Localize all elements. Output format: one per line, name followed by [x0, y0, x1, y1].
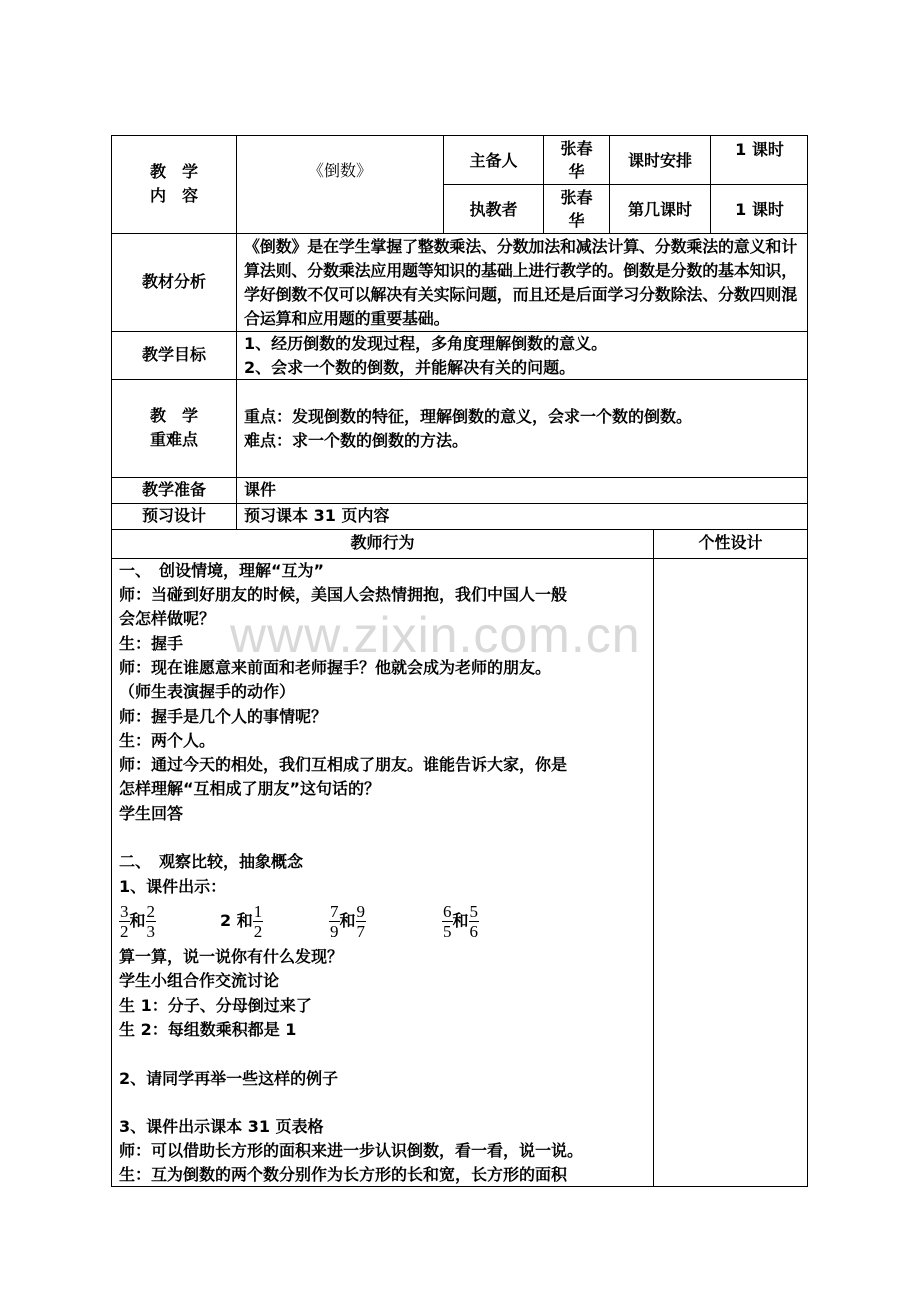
joiner: 和 [129, 911, 146, 930]
content-label [112, 160, 236, 208]
keypoints-line-1: 重点：发现倒数的特征，理解倒数的意义，会求一个数的倒数。 [244, 407, 693, 426]
process-line: 师：可以借助长方形的面积来进一步认识倒数，看一看，说一说。 [119, 1141, 584, 1160]
denominator: 3 [146, 922, 156, 941]
table-rule [111, 233, 808, 234]
denominator: 9 [330, 922, 339, 941]
fraction [146, 902, 157, 941]
whole-number: 2 [220, 911, 232, 930]
executor-name-line1: 张春 [560, 188, 593, 207]
process-line: 1、课件出示： [119, 877, 227, 896]
preview-label: 预习设计 [141, 506, 206, 525]
numerator: 3 [120, 902, 129, 921]
keypoints-label-line1: 教 学 [149, 406, 198, 425]
process-line: 学生小组合作交流讨论 [119, 971, 280, 990]
preparation-value: 课件 [244, 480, 277, 499]
goals-label: 教学目标 [141, 345, 206, 364]
analysis-text: 《倒数》是在学生掌握了整数乘法、分数加法和减法计算、分数乘法的意义和计算法则、分数乘法应用题等知识的基础上进行教学的。倒数是分数的基本知识，学好倒数不仅可以解决有关实际问题，而且还是后面学习分数除法、分数四则混合运算和应用题的重要基础。 [244, 237, 798, 328]
process-line: 2、请同学再举一些这样的例子 [119, 1069, 339, 1088]
process-line: 生 2：每组数乘积都是 1 [119, 1020, 297, 1039]
process-line: 怎样理解“互相成了朋友”这句话的？ [119, 779, 381, 798]
process-line: 3、课件出示课本 31 页表格 [119, 1117, 324, 1136]
numerator: 7 [330, 902, 339, 921]
process-line: 会怎样做呢？ [119, 609, 216, 628]
process-line: 生 1：分子、分母倒过来了 [119, 996, 312, 1015]
content-label-line1: 教 学 [149, 162, 198, 181]
process-line: 一、 创设情境，理解“互为” [119, 561, 325, 580]
preparer-name [544, 137, 609, 183]
process-line: 生：握手 [119, 634, 184, 653]
fraction-pair [220, 898, 263, 944]
fraction [442, 902, 453, 941]
process-line: 师：现在谁愿意来前面和老师握手？他就会成为老师的朋友。 [119, 658, 552, 677]
numerator: 1 [253, 902, 263, 921]
table-rule [111, 529, 808, 530]
process-line: （师生表演握手的动作） [119, 682, 296, 701]
process-line: 生：互为倒数的两个数分别作为长方形的长和宽，长方形的面积 [119, 1165, 568, 1184]
fraction [469, 902, 480, 941]
preparer-label: 主备人 [469, 151, 518, 170]
period-value: 1 课时 [735, 200, 784, 219]
preparer-name-line2: 华 [568, 162, 585, 181]
numerator: 2 [146, 902, 156, 921]
period-label: 第几课时 [627, 200, 692, 219]
fraction-pair [329, 898, 366, 944]
lesson-title: 《倒数》 [307, 161, 372, 180]
process-line: 师：握手是几个人的事情呢？ [119, 707, 328, 726]
fraction [119, 902, 130, 941]
fraction-pair [119, 898, 156, 944]
schedule-label: 课时安排 [627, 151, 692, 170]
preparation-label: 教学准备 [141, 480, 206, 499]
table-rule [443, 184, 808, 185]
denominator: 7 [356, 922, 366, 941]
joiner: 和 [452, 911, 469, 930]
process-line: 师：当碰到好朋友的时候，美国人会热情拥抱，我们中国人一般 [119, 585, 568, 604]
denominator: 2 [120, 922, 129, 941]
numerator: 6 [443, 902, 452, 921]
personal-design-header: 个性设计 [698, 533, 763, 552]
analysis-label: 教材分析 [141, 272, 206, 291]
preparer-name-line1: 张春 [560, 139, 593, 158]
keypoints-label [112, 404, 236, 452]
denominator: 6 [469, 922, 479, 941]
fraction [329, 902, 340, 941]
process-line: 二、 观察比较，抽象概念 [119, 852, 304, 871]
denominator: 2 [253, 922, 263, 941]
joiner: 和 [339, 911, 356, 930]
executor-name [544, 186, 609, 232]
table-rule [653, 529, 654, 1187]
process-line: 生：两个人。 [119, 731, 216, 750]
process-line: 学生回答 [119, 804, 184, 823]
executor-label: 执教者 [469, 200, 518, 219]
schedule-value: 1 课时 [735, 140, 784, 159]
process-line: 算一算，说一说你有什么发现？ [119, 947, 344, 966]
process-line: 师：通过今天的相处，我们互相成了朋友。谁能告诉大家，你是 [119, 755, 568, 774]
teacher-behavior-header: 教师行为 [350, 533, 415, 552]
table-rule [236, 135, 237, 529]
fraction [253, 902, 264, 941]
denominator: 5 [443, 922, 452, 941]
numerator: 9 [356, 902, 366, 921]
fraction-pair [442, 898, 479, 944]
goals-line-1: 1、经历倒数的发现过程，多角度理解倒数的意义。 [244, 334, 608, 353]
numerator: 5 [469, 902, 479, 921]
keypoints-label-line2: 重难点 [149, 430, 198, 449]
watermark: www.zixin.com.cn [230, 607, 641, 663]
keypoints-line-2: 难点：求一个数的倒数的方法。 [244, 431, 469, 450]
preview-value: 预习课本 31 页内容 [244, 506, 390, 525]
content-label-line2: 内 容 [149, 186, 198, 205]
fraction [356, 902, 367, 941]
goals-line-2: 2、会求一个数的倒数，并能解决有关的问题。 [244, 358, 576, 377]
executor-name-line2: 华 [568, 211, 585, 230]
joiner: 和 [236, 911, 253, 930]
